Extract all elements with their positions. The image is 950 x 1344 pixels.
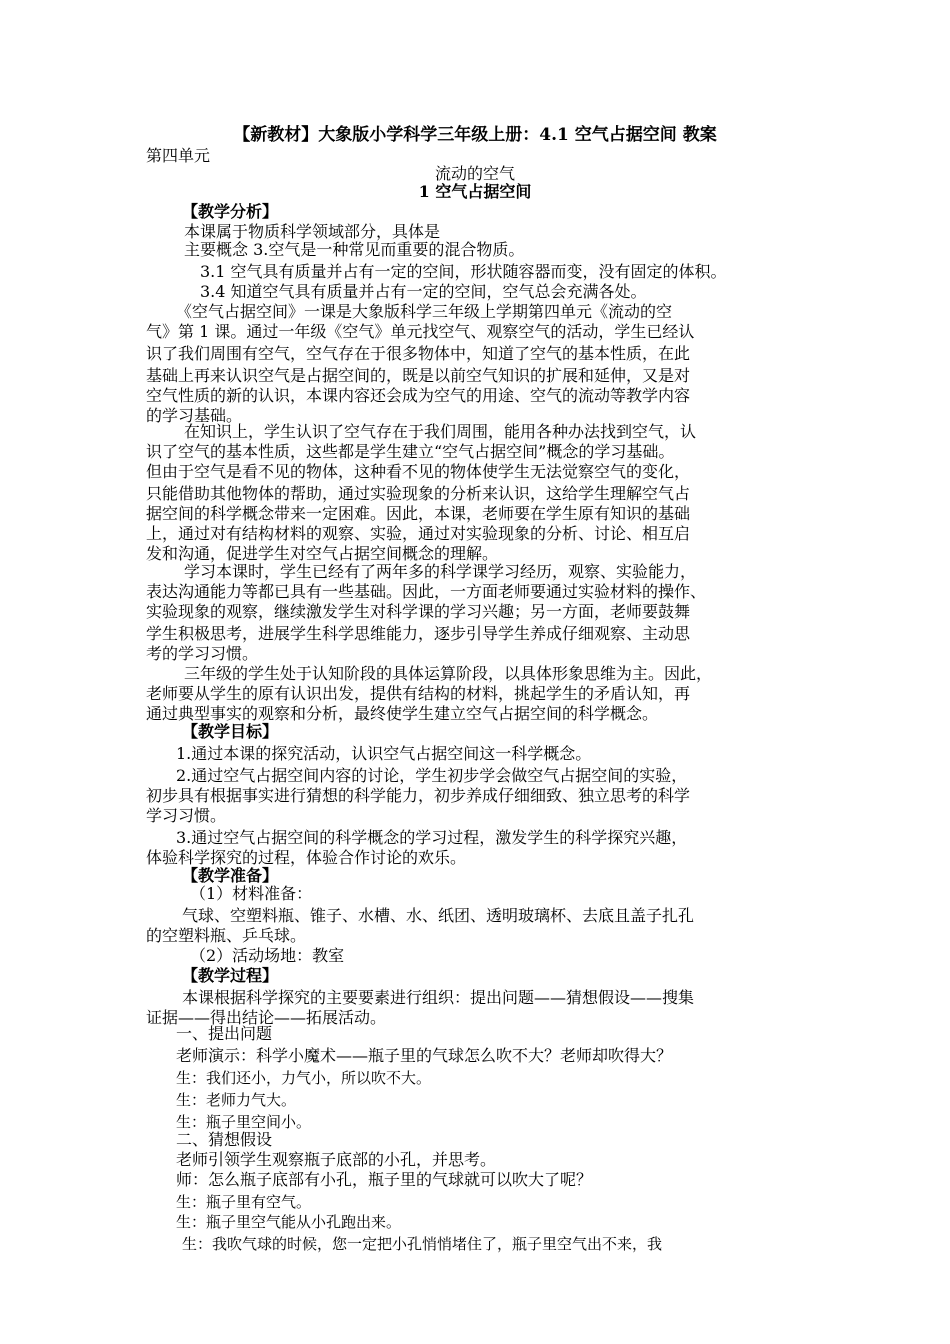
paragraph-line: 学习习惯。: [146, 806, 227, 825]
paragraph-line: 据空间的科学概念带来一定困难。因此，本课，老师要在学生原有知识的基础: [146, 504, 691, 523]
section-heading-preparation: 【教学准备】: [182, 866, 279, 885]
dialog-line: 生：我们还小，力气小，所以吹不大。: [176, 1069, 432, 1087]
section-heading-goals: 【教学目标】: [182, 722, 279, 741]
paragraph-line: 老师要从学生的原有认识出发，提供有结构的材料，挑起学生的矛盾认知，再: [146, 684, 691, 703]
paragraph-line: 发和沟通，促进学生对空气占据空间概念的理解。: [146, 544, 499, 563]
paragraph-line: 本课属于物质科学领域部分，具体是: [184, 222, 441, 241]
document-title: 【新教材】大象版小学科学三年级上册：4.1 空气占据空间 教案: [233, 125, 717, 145]
paragraph-line: 实验现象的观察，继续激发学生对科学课的学习兴趣；另一方面，老师要鼓舞: [146, 602, 691, 621]
paragraph-line: 体验科学探究的过程，体验合作讨论的欢乐。: [146, 848, 467, 867]
paragraph-line: 考的学习习惯。: [146, 644, 259, 663]
paragraph-line: 老师引领学生观察瓶子底部的小孔，并思考。: [176, 1150, 497, 1169]
paragraph-line: 气球、空塑料瓶、锥子、水槽、水、纸团、透明玻璃杯、去底且盖子扎孔: [182, 906, 695, 925]
paragraph-line: 证据——得出结论——拓展活动。: [146, 1008, 387, 1027]
section-heading-analysis: 【教学分析】: [182, 202, 279, 221]
paragraph-line: 表达沟通能力等都已具有一些基础。因此，一方面老师要通过实验材料的操作、: [146, 582, 707, 601]
paragraph-line: 3.4 知道空气具有质量并占有一定的空间，空气总会充满各处。: [200, 282, 647, 301]
paragraph-line: 1.通过本课的探究活动，认识空气占据空间这一科学概念。: [176, 744, 592, 763]
unit-label: 第四单元: [146, 146, 211, 165]
paragraph-line: 师：怎么瓶子底部有小孔，瓶子里的气球就可以吹大了呢？: [176, 1170, 593, 1189]
paragraph-line: 识了空气的基本性质，这些都是学生建立“空气占据空间”概念的学习基础。: [146, 442, 675, 461]
dialog-line: 生：瓶子里空气能从小孔跑出来。: [176, 1213, 402, 1231]
subsection-heading: 二、猜想假设: [176, 1130, 273, 1149]
paragraph-line: 但由于空气是看不见的物体，这种看不见的物体使学生无法觉察空气的变化，: [146, 462, 691, 481]
dialog-line: 生：我吹气球的时候，您一定把小孔悄悄堵住了，瓶子里空气出不来，我: [182, 1235, 663, 1253]
dialog-line: 生：老师力气大。: [176, 1091, 297, 1109]
paragraph-line: 三年级的学生处于认知阶段的具体运算阶段，以具体形象思维为主。因此，: [184, 664, 713, 683]
paragraph-line: 学生积极思考，进展学生科学思维能力，逐步引导学生养成仔细观察、主动思: [146, 624, 691, 643]
paragraph-line: 的学习基础。: [146, 406, 243, 425]
paragraph-line: 气》第 1 课。通过一年级《空气》单元找空气、观察空气的活动，学生已经认: [146, 322, 695, 341]
paragraph-line: 的空塑料瓶、乒乓球。: [146, 926, 307, 945]
paragraph-line: 识了我们周围有空气，空气存在于很多物体中，知道了空气的基本性质，在此: [146, 344, 691, 363]
paragraph-line: 上，通过对有结构材料的观察、实验，通过对实验现象的分析、讨论、相互启: [146, 524, 691, 543]
dialog-line: 生：瓶子里空间小。: [176, 1113, 312, 1131]
subsection-heading: 一、提出问题: [176, 1024, 273, 1043]
paragraph-line: 老师演示：科学小魔术——瓶子里的气球怎么吹不大？老师却吹得大？: [176, 1046, 673, 1065]
paragraph-line: 在知识上，学生认识了空气存在于我们周围，能用各种办法找到空气，认: [184, 422, 697, 441]
paragraph-line: 初步具有根据事实进行猜想的科学能力，初步养成仔细细致、独立思考的科学: [146, 786, 691, 805]
paragraph-line: 空气性质的新的认识，本课内容还会成为空气的用途、空气的流动等教学内容: [146, 386, 691, 405]
paragraph-line: 主要概念 3.空气是一种常见而重要的混合物质。: [184, 240, 525, 259]
paragraph-line: 只能借助其他物体的帮助，通过实验现象的分析来认识，这给学生理解空气占: [146, 484, 691, 503]
paragraph-line: 通过典型事实的观察和分析，最终使学生建立空气占据空间的科学概念。: [146, 704, 659, 723]
paragraph-line: 3.1 空气具有质量并占有一定的空间，形状随容器而变，没有固定的体积。: [200, 262, 727, 281]
paragraph-line: （1）材料准备：: [190, 884, 313, 903]
paragraph-line: 本课根据科学探究的主要要素进行组织：提出问题——猜想假设——搜集: [182, 988, 695, 1007]
section-heading-process: 【教学过程】: [182, 966, 279, 985]
paragraph-line: （2）活动场地：教室: [190, 946, 345, 965]
dialog-line: 生：瓶子里有空气。: [176, 1193, 312, 1211]
lesson-title: 1 空气占据空间: [418, 182, 532, 201]
paragraph-line: 基础上再来认识空气是占据空间的，既是以前空气知识的扩展和延伸，又是对: [146, 366, 691, 385]
paragraph-line: 《空气占据空间》一课是大象版科学三年级上学期第四单元《流动的空: [176, 302, 673, 321]
unit-name: 流动的空气: [434, 164, 515, 183]
paragraph-line: 2.通过空气占据空间内容的讨论，学生初步学会做空气占据空间的实验，: [176, 766, 688, 785]
paragraph-line: 学习本课时，学生已经有了两年多的科学课学习经历，观察、实验能力，: [184, 562, 697, 581]
paragraph-line: 3.通过空气占据空间的科学概念的学习过程，激发学生的科学探究兴趣，: [176, 828, 688, 847]
